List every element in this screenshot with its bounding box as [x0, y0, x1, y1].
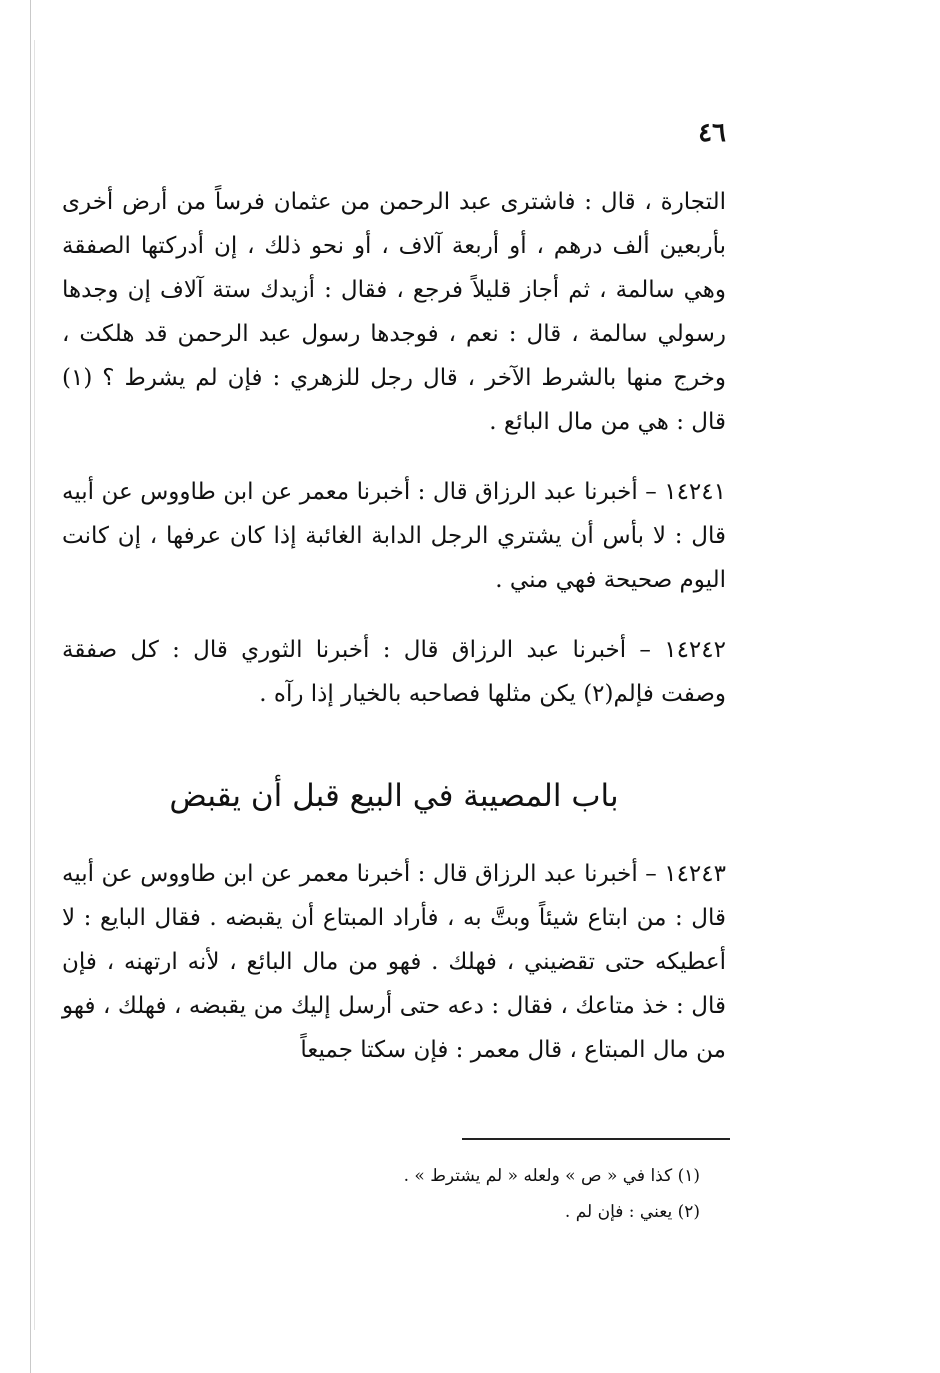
- paragraph-hadith-14242: ١٤٢٤٢ – أخبرنا عبد الرزاق قال : أخبرنا الثوري قال : كل صفقة وصفت فإلم(٢) يكن مثلها فصاحبه بالخيار إذا رآه .: [62, 637, 726, 707]
- section-heading: باب المصيبة في البيع قبل أن يقبض: [169, 778, 619, 814]
- page-number: ٤٦: [698, 118, 726, 148]
- paragraph-hadith-14243: ١٤٢٤٣ – أخبرنا عبد الرزاق قال : أخبرنا معمر عن ابن طاووس عن أبيه قال : من ابتاع شيئاً وبتَّ به ، فأراد المبتاع أن يقبضه . فقال البايع : لا أعطيكه حتى تقضيني ، فهلك . فهو من مال البائع ، لأنه ارتهنه ، فإن قال : خذ متاعك ، فقال : دعه حتى أرسل إليك من يقبضه ، فهلك ، فهو من مال المبتاع ، قال معمر : فإن سكتا جميعاً: [62, 861, 726, 1063]
- footnote-2: (٢) يعني : فإن لم .: [564, 1202, 700, 1222]
- paragraph-1: التجارة ، قال : فاشترى عبد الرحمن من عثمان فرساً من أرض أخرى بأربعين ألف درهم ، أو أربعة آلاف ، أو نحو ذلك ، إن أدركتها الصفقة وهي سالمة ، ثم أجاز قليلاً فرجع ، فقال : أزيدك ستة آلاف إن وجدها رسولي سالمة ، قال : نعم ، فوجدها رسول عبد الرحمن قد هلكت ، وخرج منها بالشرط الآخر ، قال رجل للزهري : فإن لم يشرط ؟ (١) قال : هي من مال البائع .: [62, 189, 726, 435]
- paragraph-hadith-14241: ١٤٢٤١ – أخبرنا عبد الرزاق قال : أخبرنا معمر عن ابن طاووس عن أبيه قال : لا بأس أن يشتري الرجل الدابة الغائبة إذا كان عرفها ، إن كانت اليوم صحيحة فهي مني .: [62, 479, 727, 593]
- binding-edge-line-inner: [34, 40, 35, 1330]
- footnotes: [240, 1158, 700, 1230]
- footnote-1: (١) كذا في « ص » ولعله « لم يشترط » .: [403, 1166, 700, 1186]
- main-text: [62, 180, 726, 1072]
- binding-edge-line: [30, 0, 31, 1373]
- footnote-separator: [462, 1138, 730, 1140]
